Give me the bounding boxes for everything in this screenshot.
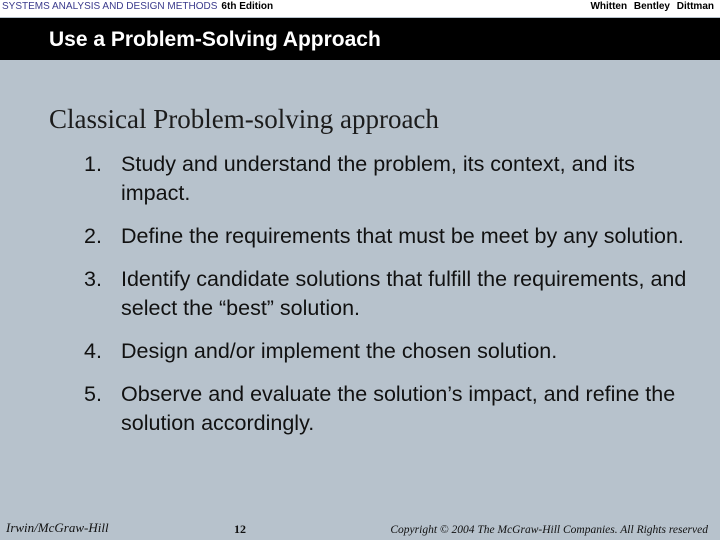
- section-heading: Classical Problem-solving approach: [49, 104, 439, 134]
- step-number: 5.: [84, 382, 102, 406]
- step-text: Define the requirements that must be meet by any solution.: [121, 224, 684, 248]
- step-text: Design and/or implement the chosen solution.: [121, 339, 558, 363]
- step-number: 2.: [84, 224, 102, 248]
- step-item: [84, 150, 704, 208]
- step-item: [84, 222, 704, 251]
- step-text: Study and understand the problem, its context, and its impact.: [121, 152, 635, 205]
- title-bar: [0, 18, 720, 60]
- edition-label: 6th Edition: [221, 1, 274, 12]
- step-text: Observe and evaluate the solution’s impact, and refine the solution accordingly.: [121, 382, 676, 435]
- slide-title: Use a Problem-Solving Approach: [49, 28, 381, 51]
- copyright-notice: Copyright © 2004 The McGraw-Hill Companies. All Rights reserved: [390, 524, 708, 536]
- book-title-text: SYSTEMS ANALYSIS AND DESIGN METHODS: [2, 1, 218, 12]
- step-number: 4.: [84, 339, 102, 363]
- step-item: [84, 380, 704, 438]
- book-title: [2, 1, 273, 12]
- authors: Whitten Bentley Dittman: [590, 1, 714, 12]
- publisher-label: Irwin/McGraw-Hill: [6, 520, 109, 535]
- header-bar: [0, 0, 720, 17]
- step-number: 3.: [84, 267, 102, 291]
- step-item: [84, 265, 704, 323]
- steps-list: [84, 150, 704, 452]
- step-text: Identify candidate solutions that fulfill the requirements, and select the “best” solution.: [121, 267, 687, 320]
- page-number: 12: [234, 522, 246, 536]
- step-number: 1.: [84, 152, 102, 176]
- step-item: [84, 337, 704, 366]
